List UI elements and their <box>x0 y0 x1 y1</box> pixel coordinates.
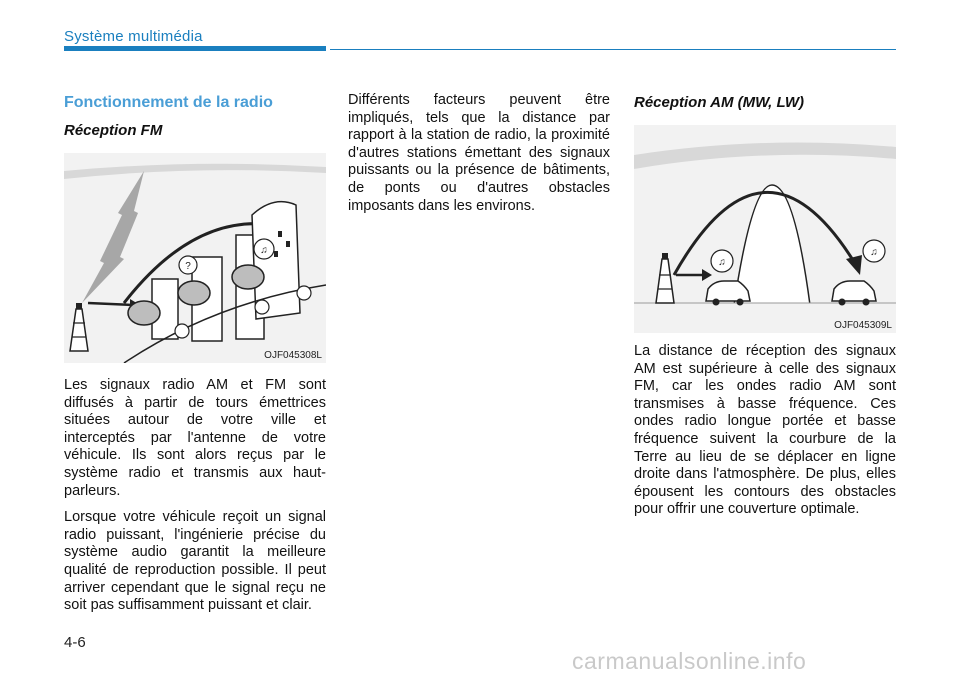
am-figure-code: OJF045309L <box>834 320 892 331</box>
header-title: Système multimédia <box>64 28 203 45</box>
fm-figure-code: OJF045308L <box>264 350 322 361</box>
section-title: Fonctionnement de la radio <box>64 94 273 111</box>
page-number: 4-6 <box>64 634 86 651</box>
fm-illustration <box>64 153 326 363</box>
svg-text:♫: ♫ <box>870 247 878 258</box>
am-paragraph: La distance de réception des signaux AM est supérieure à celle des signaux FM, car les ondes radio AM sont transmises à basse fréquence. Ces ondes radio longue portée et basse fréquence suivent la courbure de la Terre au lieu de se déplacer en ligne droite dans l'atmosphère. De plus, elles épousent les contours des obstacles pour offrir une couverture optimale. <box>634 343 896 518</box>
fm-paragraph-1: Les signaux radio AM et FM sont diffusés à partir de tours émettrices situées autour de votre ville et interceptés par l'antenne de votre véhicule. Ils sont alors reçus par le système radio et transmis aux haut-parleurs. <box>64 377 326 499</box>
fm-heading: Réception FM <box>64 122 163 139</box>
column-right <box>634 92 896 528</box>
column-left <box>64 92 326 624</box>
svg-text:♫: ♫ <box>718 257 726 268</box>
svg-text:?: ? <box>185 261 191 272</box>
header-rule-thin <box>330 49 896 50</box>
am-illustration <box>634 125 896 333</box>
watermark: carmanualsonline.info <box>572 648 807 674</box>
fm-paragraph-2: Lorsque votre véhicule reçoit un signal radio puissant, l'ingénierie précise du système audio garantit la meilleure qualité de reproduction possible. Il peut arriver cependant que le signal reçu ne soit pas suffisamment puissant et clair. <box>64 509 326 614</box>
column-middle <box>348 92 610 224</box>
middle-paragraph: Différents facteurs peuvent être impliqués, tels que la distance par rapport à la station de radio, la proximité d'autres stations émettant des signaux puissants ou la présence de bâtiments, de ponts ou d'autres obstacles imposants dans les environs. <box>348 92 610 214</box>
am-heading: Réception AM (MW, LW) <box>634 94 804 111</box>
header-rule-thick <box>64 46 326 51</box>
svg-text:♫: ♫ <box>260 245 268 256</box>
